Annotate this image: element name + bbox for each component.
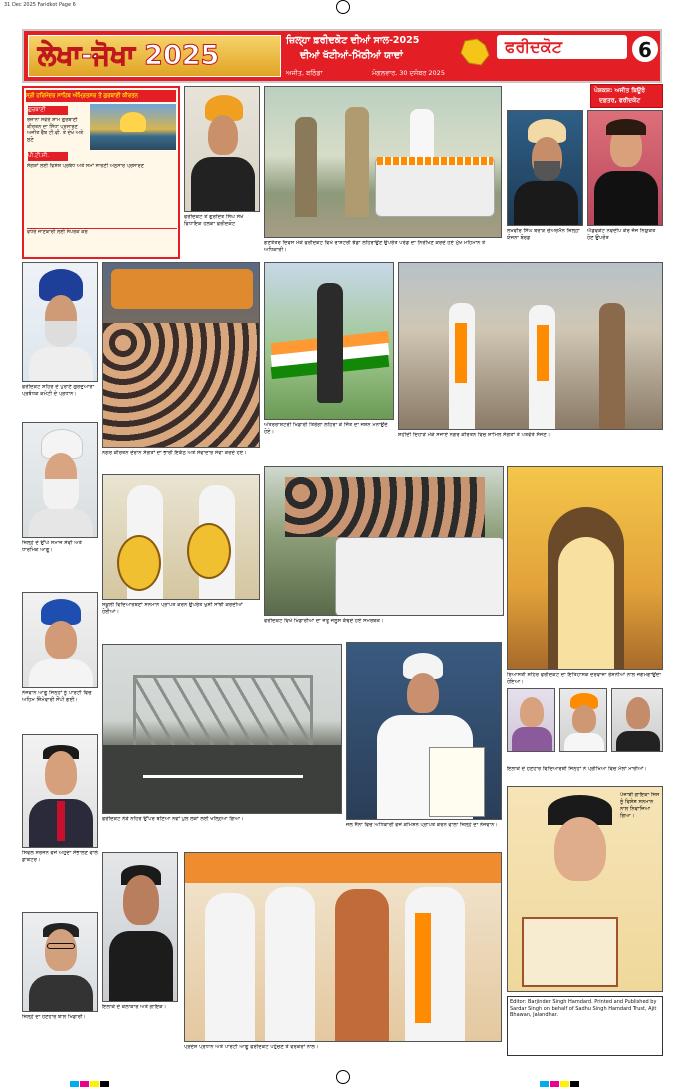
face-shape	[208, 115, 238, 155]
truck-shape	[335, 537, 504, 616]
caption-14: ਫਰੀਦਕੋਟ ਨੇੜੇ ਨਹਿਰ ਉੱਪਰ ਬਣਿਆ ਨਵਾਂ ਪੁਲ ਲੋਕਾਂ ਲਈ ਖੋਲ੍ਹਿਆ ਗਿਆ।	[102, 816, 244, 822]
leader-figure-3	[599, 303, 625, 430]
cmyk-strip-right	[540, 1072, 660, 1082]
caption-4: ਐਡਵੋਕੇਟ ਨਵਦੀਪ ਕੌਰ ਜੱਜ ਨਿਯੁਕਤ ਹੋਣ ਉਪਰੰਤ	[587, 228, 656, 241]
caption-3: ਲਖਵੀਰ ਸਿੰਘ ਬਰਾੜ ਚੇਅਰਮੈਨ ਜ਼ਿਲ੍ਹਾ ਯੋਜਨਾ ਬੋਰਡ	[507, 228, 580, 241]
beard-shape	[45, 321, 77, 347]
face-shape	[407, 673, 439, 713]
photo-athlete-flag	[264, 262, 394, 420]
photo-woman-judge	[587, 110, 663, 226]
beard-shape	[43, 479, 79, 513]
tie-shape	[57, 801, 65, 841]
photo-mla-portrait	[184, 86, 260, 212]
bridge-truss	[133, 675, 313, 745]
coat-shape	[514, 181, 578, 226]
saffron-scarf-2	[537, 325, 549, 381]
ad-label-2: ਪੀ.ਟੀ.ਸੀ.	[28, 152, 68, 161]
caption-10: ਸਕੂਲੀ ਵਿਦਿਆਰਥਣਾਂ ਸਨਮਾਨ ਪ੍ਰਾਪਤ ਕਰਨ ਉਪਰੰਤ ਖੁਸ਼ੀ ਸਾਂਝੀ ਕਰਦੀਆਂ ਹੋਈਆਂ।	[102, 602, 243, 615]
jeep-shape	[375, 157, 495, 217]
photo-procession-leaders	[398, 262, 663, 430]
caption-19-side: ਇਲਾਕੇ ਦੇ ਕਲਾਕਾਰ ਅਤੇ ਗਾਇਕ।	[102, 1004, 167, 1010]
hair-shape	[606, 119, 646, 135]
caption-20: ਪੰਜਾਬੀ ਗਾਇਕਾ ਜਿਸ ਨੂੰ ਵਿਸ਼ੇਸ਼ ਸਨਮਾਨ ਨਾਲ ਨਿਵਾਜਿਆ ਗਿਆ।	[620, 792, 660, 819]
athlete-figure	[317, 283, 343, 403]
district-name: ਫਰੀਦਕੋਟ	[505, 37, 562, 56]
caption-12: ਰਿਆਸਤੀ ਸ਼ਹਿਰ ਫਰੀਦਕੋਟ ਦਾ ਇਤਿਹਾਸਕ ਦਰਵਾਜ਼ਾ ਰੌਸ਼ਨੀਆਂ ਨਾਲ ਜਗਮਗਾਉਂਦਾ ਹੋਇਆ।	[507, 672, 661, 685]
photo-board-chairman	[507, 110, 583, 226]
photo-schoolgirls-awards	[102, 474, 260, 600]
caption-17: ਸਿਵਲ ਸਰਜਨ ਵਜੋਂ ਅਹੁਦਾ ਸੰਭਾਲਣ ਵਾਲੇ ਡਾਕਟਰ।	[22, 850, 98, 863]
glasses-shape	[47, 943, 75, 949]
garland-shape	[377, 157, 493, 165]
caption-16: ਇਲਾਕੇ ਦੇ ਹੋਣਹਾਰ ਵਿਦਿਆਰਥੀ ਜਿਨ੍ਹਾਂ ਨੇ ਪ੍ਰੀਖਿਆ ਵਿਚ ਮੱਲਾਂ ਮਾਰੀਆਂ।	[507, 766, 648, 772]
road-marking	[143, 775, 303, 778]
cmyk-yellow-swatch	[90, 1081, 99, 1087]
officer-figure-2	[345, 107, 369, 217]
face-shape	[123, 875, 159, 925]
imprint-box	[507, 996, 663, 1056]
face-shape	[554, 817, 606, 881]
page-number-badge	[630, 34, 660, 64]
caption-7: ਅੰਤਰਰਾਸ਼ਟਰੀ ਖਿਡਾਰੀ ਤਿਰੰਗਾ ਲਹਿਰਾ ਕੇ ਜਿੱਤ ਦਾ ਜਸ਼ਨ ਮਨਾਉਂਦੇ ਹੋਏ।	[264, 422, 388, 435]
ad-banner: ਸ੍ਰੀ ਹਰਿਮੰਦਰ ਸਾਹਿਬ ਅੰਮ੍ਰਿਤਸਰ ਤੋਂ ਗੁਰਬਾਣੀ ਕੀਰਤਨ	[26, 90, 176, 102]
supporters-shape	[285, 477, 485, 537]
coat-shape	[29, 347, 93, 382]
gurbani-ad	[22, 86, 180, 259]
caption-11: ਫਰੀਦਕੋਟ ਵਿਖੇ ਖਿਡਾਰੀਆਂ ਦਾ ਜੇਤੂ ਜਲੂਸ ਕੱਢਦੇ ਹੋਏ ਸਮਰਥਕ।	[264, 618, 384, 624]
presenter-box	[590, 84, 663, 108]
photo-party-leaders	[184, 852, 502, 1042]
masthead-subtitle-2: ਦੀਆਂ ਖੱਟੀਆਂ-ਮਿੱਠੀਆਂ ਯਾਦਾਂ	[300, 50, 403, 61]
masthead-subtitle-1: ਜ਼ਿਲ੍ਹਾ ਫ਼ਰੀਦਕੋਟ ਦੀਆਂ ਸਾਲ-2025	[286, 35, 420, 46]
ad-body-1: ਰੋਜ਼ਾਨਾ ਸਵੇਰੇ ਸ਼ਾਮ ਗੁਰਬਾਣੀ ਕੀਰਤਨ ਦਾ ਸਿੱਧਾ ਪ੍ਰਸਾਰਣ ਅਜੀਤ ਵੈੱਬ ਟੀ.ਵੀ. ਤੇ ਦੇਖੋ ਅਤੇ ਸੁਣੋ	[27, 117, 84, 143]
photo-gurdwara-president	[22, 262, 98, 382]
leader-figure-3	[335, 889, 389, 1042]
photo-heritage-gate	[507, 466, 663, 670]
photo-religious-leader	[22, 422, 98, 538]
officer-figure-1	[295, 117, 317, 217]
face-shape	[45, 621, 77, 659]
banner-strip	[185, 853, 502, 883]
masthead-paper: ਅਜੀਤ, ਬਠਿੰਡਾ	[286, 69, 323, 77]
ad-body-2: ਸੰਗਤਾਂ ਲਈ ਵਿਸ਼ੇਸ਼ ਪ੍ਰਬੰਧ ਅਤੇ ਸਮਾਂ ਸਾਰਣੀ ਅਨੁਸਾਰ ਪ੍ਰਸਾਰਣ	[27, 163, 145, 169]
photo-young-leader	[22, 592, 98, 688]
beard-shape	[534, 161, 560, 181]
trophy-shield-1	[117, 535, 161, 591]
photo-republic-day-parade	[264, 86, 502, 238]
coat-shape	[29, 975, 93, 1012]
caption-2: ਗਣਤੰਤਰ ਦਿਵਸ ਮੌਕੇ ਫਰੀਦਕੋਟ ਵਿਖੇ ਰਾਸ਼ਟਰੀ ਝੰਡਾ ਲਹਿਰਾਉਣ ਉਪਰੰਤ ਪਰੇਡ ਦਾ ਨਿਰੀਖਣ ਕਰਦੇ ਹੋਏ ਮੁੱਖ ਮਹਿਮਾਨ ਤੇ ਅਧਿਕਾਰੀ।	[264, 240, 486, 253]
road-shape	[103, 745, 342, 814]
saffron-scarf-1	[455, 323, 467, 383]
photo-nagar-kirtan-crowd	[102, 262, 260, 448]
gate-inner-arch	[558, 537, 614, 670]
certificate-shape	[522, 917, 618, 987]
caption-19: ਪ੍ਰਦੇਸ਼ ਪ੍ਰਧਾਨ ਅਤੇ ਪਾਰਟੀ ਆਗੂ ਫਰੀਦਕੋਟ ਪਹੁੰਚਣ ਤੇ ਵਰਕਰਾਂ ਨਾਲ।	[184, 1044, 319, 1050]
photo-student-1	[507, 688, 555, 752]
photo-civil-surgeon	[22, 734, 98, 848]
caption-8: ਸ਼ਹੀਦੀ ਦਿਹਾੜੇ ਮੌਕੇ ਸਜਾਏ ਨਗਰ ਕੀਰਤਨ ਵਿਚ ਸ਼ਾਮਿਲ ਸੰਗਤਾਂ ਤੇ ਪਤਵੰਤੇ ਸੱਜਣ।	[398, 432, 551, 438]
registration-mark-bottom	[336, 1070, 350, 1084]
shirt-shape	[616, 731, 660, 752]
photo-navy-officer	[346, 642, 502, 820]
photo-canal-bridge	[102, 644, 342, 814]
photo-victory-procession	[264, 466, 504, 616]
photo-young-athlete	[102, 852, 178, 1002]
caption-13: ਨੌਜਵਾਨ ਆਗੂ ਜਿਨ੍ਹਾਂ ਨੂੰ ਪਾਰਟੀ ਵਿਚ ਅਹਿਮ ਜ਼ਿੰਮੇਵਾਰੀ ਸੌਂਪੀ ਗਈ।	[22, 690, 92, 703]
coat-shape	[191, 157, 255, 212]
caption-15: ਜਲ ਸੈਨਾ ਵਿਚ ਅਧਿਕਾਰੀ ਵਜੋਂ ਕਮਿਸ਼ਨ ਪ੍ਰਾਪਤ ਕਰਨ ਵਾਲਾ ਜ਼ਿਲ੍ਹੇ ਦਾ ਨੌਜਵਾਨ।	[346, 822, 498, 828]
page-title: ਲੇਖਾ-ਜੋਖਾ 2025	[38, 40, 220, 71]
face-shape	[572, 705, 596, 733]
masthead-date: ਮੰਗਲਵਾਰ, 30 ਦਸੰਬਰ 2025	[372, 69, 445, 77]
cmyk-magenta-swatch	[80, 1081, 89, 1087]
face-shape	[626, 697, 650, 729]
saffron-scarf	[415, 913, 431, 1023]
caption-5: ਫਰੀਦਕੋਟ ਸ਼ਹਿਰ ਦੇ ਪੁਰਾਣੇ ਗੁਰਦੁਆਰਾ ਪ੍ਰਬੰਧਕ ਕਮੇਟੀ ਦੇ ਪ੍ਰਧਾਨ।	[22, 384, 95, 397]
face-shape	[45, 929, 77, 971]
trophy-shield-2	[187, 523, 231, 579]
masthead	[22, 29, 662, 83]
registration-mark-top	[336, 0, 350, 14]
cmyk-cyan-swatch	[70, 1081, 79, 1087]
district-box	[497, 35, 627, 59]
coat-shape	[594, 171, 658, 226]
photo-student-2	[559, 688, 607, 752]
print-line: 31 Dec 2025 Faridkot Page 6	[4, 2, 76, 8]
page-number: 6	[638, 38, 652, 62]
crowd-shape	[103, 323, 260, 448]
ad-label-1: ਗੁਰਬਾਣੀ	[28, 106, 68, 115]
punjab-map-icon	[459, 37, 491, 67]
leader-figure-1	[205, 893, 255, 1042]
cmyk-yellow-swatch	[560, 1081, 569, 1087]
cmyk-black-swatch	[570, 1081, 579, 1087]
cmyk-black-swatch	[100, 1081, 109, 1087]
leader-figure-4	[405, 887, 465, 1042]
photo-doctor	[22, 912, 98, 1012]
golden-temple-dome	[120, 112, 146, 132]
coat-shape	[29, 659, 93, 688]
face-shape	[45, 751, 77, 795]
caption-9: ਜ਼ਿਲ੍ਹੇ ਦੇ ਉੱਘੇ ਸਮਾਜ ਸੇਵੀ ਅਤੇ ਧਾਰਮਿਕ ਆਗੂ।	[22, 540, 82, 553]
shirt-shape	[564, 733, 604, 752]
coat-shape	[29, 509, 93, 538]
leader-figure-2	[265, 887, 315, 1042]
certificate-shape	[429, 747, 485, 817]
photo-student-3	[611, 688, 663, 752]
caption-1: ਫਰੀਦਕੋਟ ਤੋਂ ਗੁਰਦਿਤ ਸਿੰਘ ਸੇਖੋਂ ਵਿਧਾਇਕ ਹਲਕਾ ਫਰੀਦਕੋਟ	[184, 214, 244, 227]
office-label: ਦਫ਼ਤਰ, ਫਰੀਦਕੋਟ	[599, 97, 641, 104]
cmyk-strip	[70, 1072, 190, 1082]
dress-shape	[512, 727, 552, 752]
imprint-text: Editor: Barjinder Singh Hamdard. Printed and Published by Sardar Singh on behalf of Sadhu Singh Hamdard Trust, Ajit Bhawan, Jalandhar.	[510, 999, 657, 1019]
caption-6: ਨਗਰ ਕੀਰਤਨ ਦੌਰਾਨ ਸੰਗਤਾਂ ਦਾ ਭਾਰੀ ਇਕੱਠ ਅਤੇ ਸੇਵਾਦਾਰ ਸੇਵਾ ਕਰਦੇ ਹੋਏ।	[102, 450, 247, 456]
golden-temple-photo	[90, 104, 176, 150]
bus-shape	[111, 269, 253, 309]
jersey-shape	[109, 931, 173, 1002]
cmyk-magenta-swatch	[550, 1081, 559, 1087]
presenter-label: ਪੇਸ਼ਕਸ਼: ਅਜੀਤ ਬਿਊਰੋ	[594, 87, 645, 94]
face-shape	[520, 697, 544, 727]
ad-footer: ਵਧੇਰੇ ਜਾਣਕਾਰੀ ਲਈ ਸੰਪਰਕ ਕਰੋ	[27, 228, 177, 252]
cmyk-cyan-swatch	[540, 1081, 549, 1087]
caption-18: ਜ਼ਿਲ੍ਹੇ ਦਾ ਹੋਣਹਾਰ ਬਾਲ ਖਿਡਾਰੀ।	[22, 1014, 87, 1020]
